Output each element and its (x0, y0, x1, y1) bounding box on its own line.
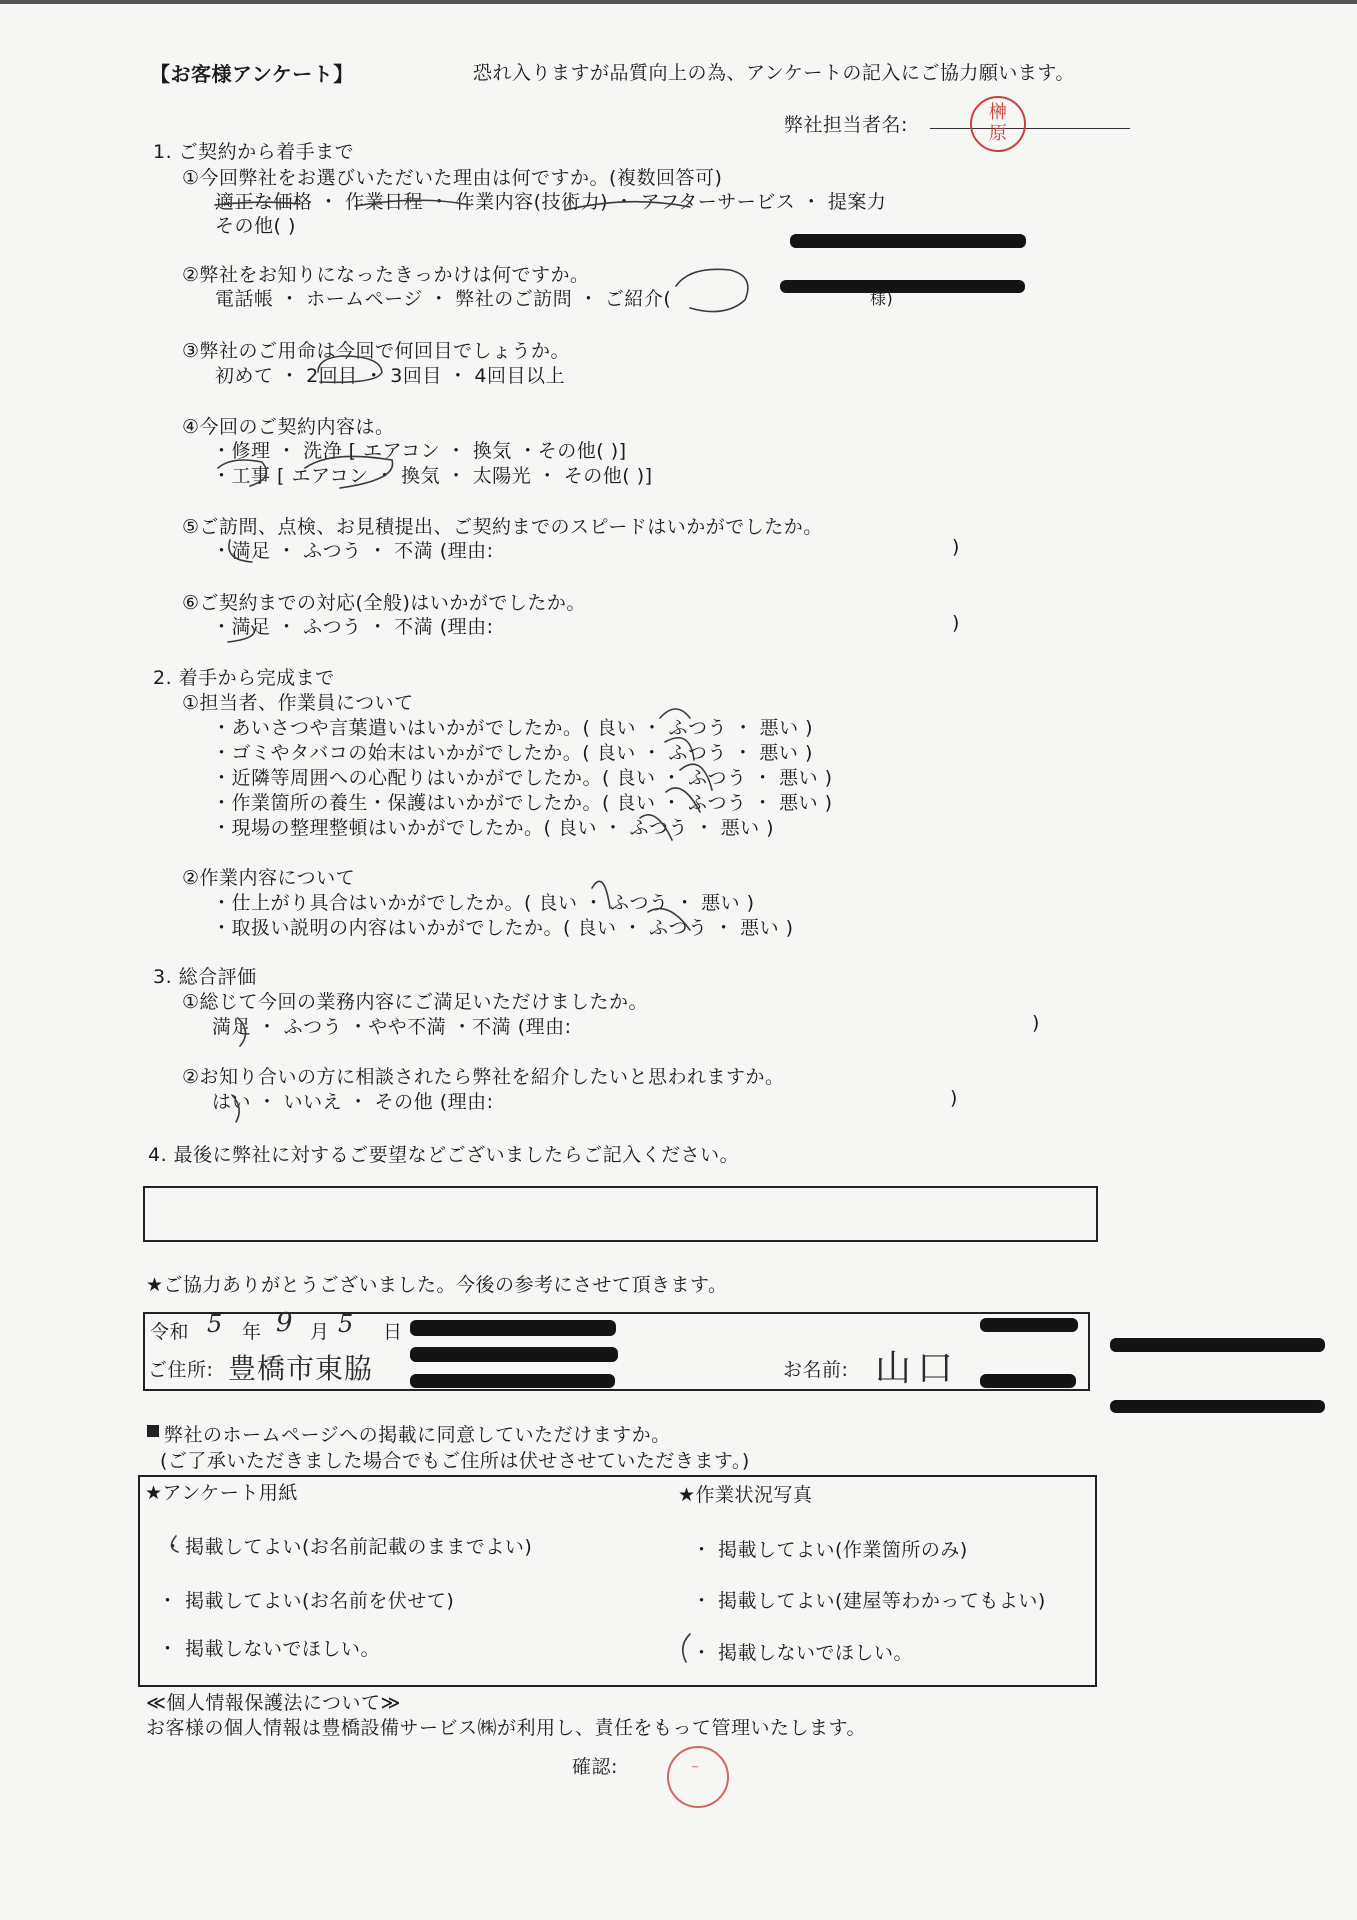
redaction-bar (410, 1320, 616, 1336)
year-label: 年 (242, 1321, 262, 1343)
q1-6-options: ・満足 ・ ふつう ・ 不満 (理由: (212, 616, 494, 638)
redaction-bar (1110, 1400, 1325, 1413)
era-label: 令和 (150, 1321, 190, 1343)
bullet-icon: ・ (692, 1539, 712, 1561)
month-label: 月 (310, 1321, 330, 1343)
consent-option-photo[interactable]: 掲載してよい(作業箇所のみ) (718, 1539, 968, 1561)
redaction-bar (980, 1374, 1076, 1388)
address-value: 豊橋市東脇 (228, 1352, 374, 1385)
bullet-icon: ・ (692, 1590, 712, 1612)
month-value: 9 (276, 1308, 293, 1338)
q1-4-line2: ・工事 [ エアコン ・ 換気 ・ 太陽光 ・ その他( )] (212, 465, 653, 487)
q3-1-question: ①総じて今回の業務内容にご満足いただけましたか。 (182, 991, 649, 1013)
q3-1-close: ) (1032, 1012, 1040, 1034)
bullet-icon: ・ (692, 1642, 712, 1664)
q1-3-question: ③弊社のご用命は今回で何回目でしょうか。 (182, 340, 571, 362)
staff-seal-text: 榊原 (989, 102, 1007, 144)
address-label: ご住所: (148, 1359, 214, 1381)
q3-2-question: ②お知り合いの方に相談されたら弊社を紹介したいと思われますか。 (182, 1066, 785, 1088)
s2-sub1: ①担当者、作業員について (182, 692, 414, 714)
day-label: 日 (383, 1321, 403, 1343)
q1-2-suffix: 様) (870, 289, 894, 308)
q1-1-question: ①今回弊社をお選びいただいた理由は何ですか。(複数回答可) (182, 167, 723, 189)
staff-name-line (930, 128, 1130, 129)
q1-6-close: ) (952, 612, 960, 634)
s2-item: ・ゴミやタバコの始末はいかがでしたか。( 良い ・ ふつう ・ 悪い ) (212, 742, 813, 764)
section3-heading: 3. 総合評価 (153, 966, 257, 988)
consent-option-photo[interactable]: 掲載してよい(建屋等わかってもよい) (718, 1590, 1046, 1612)
s2-item: ・あいさつや言葉遣いはいかがでしたか。( 良い ・ ふつう ・ 悪い ) (212, 717, 814, 739)
q1-2-question: ②弊社をお知りになったきっかけは何ですか。 (182, 264, 590, 286)
scan-top-edge (0, 0, 1357, 4)
request-textbox[interactable] (143, 1186, 1098, 1242)
s2-item: ・仕上がり具合はいかがでしたか。( 良い ・ ふつう ・ 悪い ) (212, 892, 755, 914)
q1-5-question: ⑤ご訪問、点検、お見積提出、ご契約までのスピードはいかがでしたか。 (182, 516, 823, 538)
name-label: お名前: (783, 1359, 849, 1381)
bullet-icon: ・ (158, 1590, 178, 1612)
redaction-bar (980, 1318, 1078, 1332)
year-value: 5 (207, 1310, 223, 1338)
privacy-title: ≪個人情報保護法について≫ (146, 1692, 401, 1714)
header-notice: 恐れ入りますが品質向上の為、アンケートの記入にご協力願います。 (473, 62, 1075, 84)
q1-5-options: ・満足 ・ ふつう ・ 不満 (理由: (212, 540, 494, 562)
confirm-label: 確認: (572, 1756, 618, 1778)
q1-5-close: ) (952, 536, 960, 558)
q1-1-options: 適正な価格 ・ 作業日程 ・ 作業内容(技術力) ・ アフターサービス ・ 提案力 (215, 191, 887, 213)
q3-2-options: はい ・ いいえ ・ その他 (理由: (212, 1091, 494, 1113)
q1-4-line1: ・修理 ・ 洗浄 [ エアコン ・ 換気 ・その他( )] (212, 440, 627, 462)
consent-note: (ご了承いただきました場合でもご住所は伏せさせていただきます。) (160, 1450, 750, 1472)
section1-heading: 1. ご契約から着手まで (153, 141, 355, 163)
privacy-text: お客様の個人情報は豊橋設備サービス㈱が利用し、責任をもって管理いたします。 (146, 1717, 866, 1739)
redaction-bar (410, 1347, 618, 1362)
section2-heading: 2. 着手から完成まで (153, 667, 335, 689)
staff-seal-stamp (970, 96, 1026, 152)
s2-item: ・作業箇所の養生・保護はいかがでしたか。( 良い ・ ふつう ・ 悪い ) (212, 792, 833, 814)
redaction-bar (790, 234, 1026, 248)
consent-option-survey[interactable]: 掲載してよい(お名前を伏せて) (185, 1590, 455, 1612)
bullet-icon: ・ (163, 1536, 183, 1558)
consent-option-photo[interactable]: 掲載しないでほしい。 (718, 1642, 914, 1664)
name-value: 山口 (875, 1348, 960, 1389)
q3-1-options: 満足 ・ ふつう ・やや不満 ・不満 (理由: (212, 1016, 572, 1038)
col1-title: ★アンケート用紙 (145, 1482, 298, 1504)
bullet-icon: ・ (158, 1638, 178, 1660)
consent-option-survey[interactable]: 掲載してよい(お名前記載のままでよい) (185, 1536, 533, 1558)
staff-name-label: 弊社担当者名: (784, 114, 908, 136)
day-value: 5 (338, 1310, 354, 1338)
q3-2-close: ) (950, 1087, 958, 1109)
svg-text:~: ~ (690, 1760, 700, 1773)
redaction-bar (780, 280, 1025, 293)
s2-item: ・現場の整理整頓はいかがでしたか。( 良い ・ ふつう ・ 悪い ) (212, 817, 775, 839)
survey-title: 【お客様アンケート】 (150, 62, 354, 86)
redaction-bar (1110, 1338, 1325, 1352)
q1-3-options: 初めて ・ 2回目 ・ 3回目 ・ 4回目以上 (215, 365, 566, 387)
thanks-message: ★ご協力ありがとうございました。今後の参考にさせて頂きます。 (146, 1274, 728, 1296)
consent-question: 弊社のホームページへの掲載に同意していただけますか。 (164, 1424, 671, 1446)
q1-2-options: 電話帳 ・ ホームページ ・ 弊社のご訪問 ・ ご紹介( (215, 288, 672, 310)
q1-4-question: ④今回のご契約内容は。 (182, 416, 395, 438)
s2-sub2: ②作業内容について (182, 867, 356, 889)
q1-6-question: ⑥ご契約までの対応(全般)はいかがでしたか。 (182, 592, 586, 614)
q1-1-other: その他( ) (215, 215, 296, 237)
section4-heading: 4. 最後に弊社に対するご要望などございましたらご記入ください。 (148, 1144, 740, 1166)
redaction-bar (410, 1374, 615, 1388)
s2-item: ・取扱い説明の内容はいかがでしたか。( 良い ・ ふつう ・ 悪い ) (212, 917, 794, 939)
consent-option-survey[interactable]: 掲載しないでほしい。 (185, 1638, 381, 1660)
checkbox-icon (147, 1425, 159, 1437)
col2-title: ★作業状況写真 (678, 1484, 813, 1506)
s2-item: ・近隣等周囲への心配りはいかがでしたか。( 良い ・ ふつう ・ 悪い ) (212, 767, 833, 789)
confirm-seal-stamp (667, 1746, 729, 1808)
